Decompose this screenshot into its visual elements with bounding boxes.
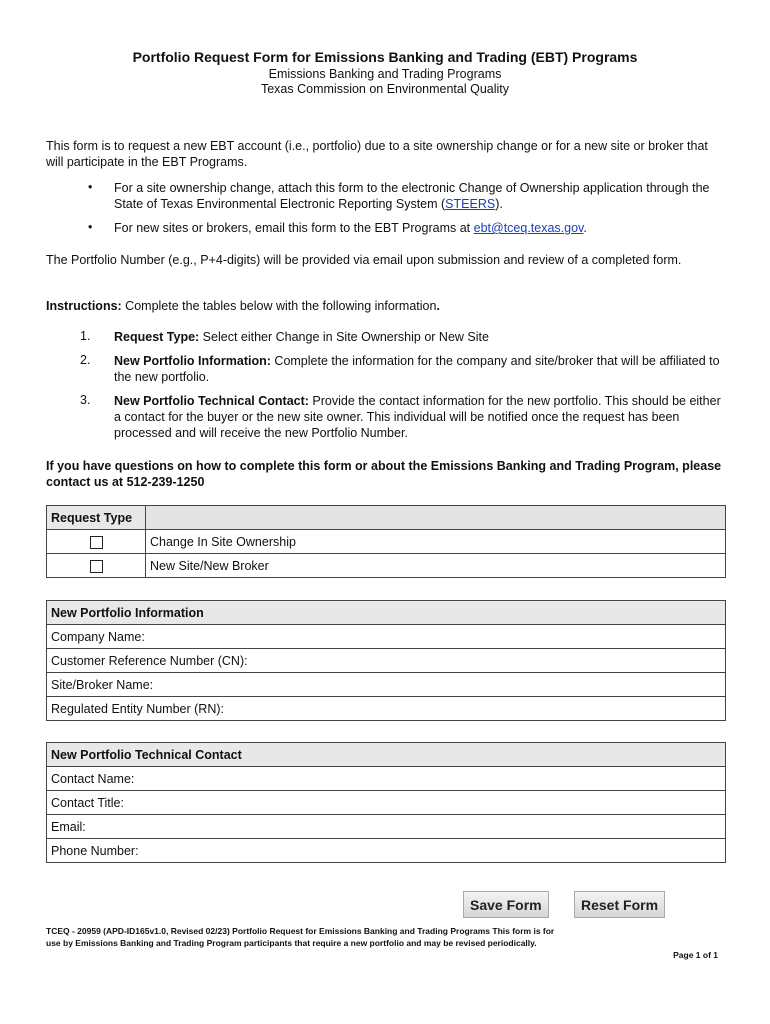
instruction-1-text: Select either Change in Site Ownership or New Site [199, 330, 489, 344]
request-type-header-blank [146, 506, 726, 530]
contact-note: If you have questions on how to complete this form or about the Emissions Banking and Trading Program, please contact us at 512-239-1250 [46, 459, 722, 489]
change-ownership-checkbox[interactable] [90, 536, 103, 549]
contact-title-field[interactable]: Contact Title: [47, 791, 726, 815]
customer-reference-field[interactable]: Customer Reference Number (CN): [47, 649, 726, 673]
instructions-heading [46, 298, 726, 314]
agency-subtitle: Texas Commission on Environmental Quality [260, 82, 510, 96]
email-field[interactable]: Email: [47, 815, 726, 839]
request-type-header: Request Type [47, 506, 146, 530]
bullet-1 [114, 180, 724, 212]
new-site-cell [47, 554, 146, 578]
instructions-text: Complete the tables below with the following information [121, 299, 437, 313]
change-ownership-label: Change In Site Ownership [146, 530, 726, 554]
instruction-1-label: Request Type: [114, 330, 200, 344]
instruction-3-text: Provide the contact information for the new portfolio. This should be either a contact for the buyer or the new site owner. This individual will be notified once the request has been processed and will receive the new Portfolio Number. [114, 394, 721, 440]
instruction-2-label: New Portfolio Information: [114, 354, 271, 368]
tech-contact-table [46, 742, 726, 863]
tech-contact-header: New Portfolio Technical Contact [47, 743, 726, 767]
program-subtitle: Emissions Banking and Trading Programs [268, 67, 502, 81]
bullet-2-text: For new sites or brokers, email this form to the EBT Programs at [114, 221, 474, 235]
company-name-field[interactable]: Company Name: [47, 625, 726, 649]
request-type-table [46, 505, 726, 578]
reset-form-button[interactable]: Reset Form [574, 891, 665, 918]
bullet-1-end: ). [495, 197, 503, 211]
portfolio-info-header: New Portfolio Information [47, 601, 726, 625]
bullet-2-dot: • [88, 220, 93, 234]
table-row [47, 530, 726, 554]
instruction-3-number: 3. [80, 393, 91, 407]
bullet-1-dot: • [88, 180, 93, 194]
intro-paragraph: This form is to request a new EBT account (i.e., portfolio) due to a site ownership change or for a new site or broker that will participate in the EBT Programs. [46, 139, 708, 169]
instruction-3-label: New Portfolio Technical Contact: [114, 394, 309, 408]
portfolio-number-note: The Portfolio Number (e.g., P+4-digits) will be provided via email upon submission and review of a completed form. [46, 253, 682, 267]
change-ownership-cell [47, 530, 146, 554]
instruction-1 [114, 329, 724, 345]
steers-link[interactable]: STEERS [445, 197, 496, 211]
instructions-label: Instructions: [46, 299, 122, 313]
regulated-entity-field[interactable]: Regulated Entity Number (RN): [47, 697, 726, 721]
instruction-2 [114, 353, 724, 385]
new-site-checkbox[interactable] [90, 560, 103, 573]
bullet-2 [114, 220, 724, 236]
site-broker-name-field[interactable]: Site/Broker Name: [47, 673, 726, 697]
phone-number-field[interactable]: Phone Number: [47, 839, 726, 863]
instruction-1-number: 1. [80, 329, 91, 343]
instruction-2-number: 2. [80, 353, 91, 367]
bullet-1-text: For a site ownership change, attach this form to the electronic Change of Ownership application through the State of Texas Environmental Electronic Reporting System ( [114, 181, 710, 211]
form-footer: TCEQ - 20959 (APD-ID165v1.0, Revised 02/23) Portfolio Request for Emissions Banking and Trading Programs This form is for use by Emissions Banking and Trading Program participants that require a new portfolio and may be revised periodically. [46, 926, 555, 948]
page-number: Page 1 of 1 [673, 950, 718, 960]
new-site-label: New Site/New Broker [146, 554, 726, 578]
instruction-3 [114, 393, 724, 441]
table-row [47, 554, 726, 578]
contact-name-field[interactable]: Contact Name: [47, 767, 726, 791]
page-title: Portfolio Request Form for Emissions Banking and Trading (EBT) Programs [132, 49, 638, 65]
save-form-button[interactable]: Save Form [463, 891, 549, 918]
ebt-email-link[interactable]: ebt@tceq.texas.gov [473, 221, 584, 235]
bullet-2-end: . [583, 221, 587, 235]
portfolio-info-table [46, 600, 726, 721]
instructions-end: . [436, 299, 440, 313]
instruction-2-text: Complete the information for the company and site/broker that will be affiliated to the new portfolio. [114, 354, 720, 384]
